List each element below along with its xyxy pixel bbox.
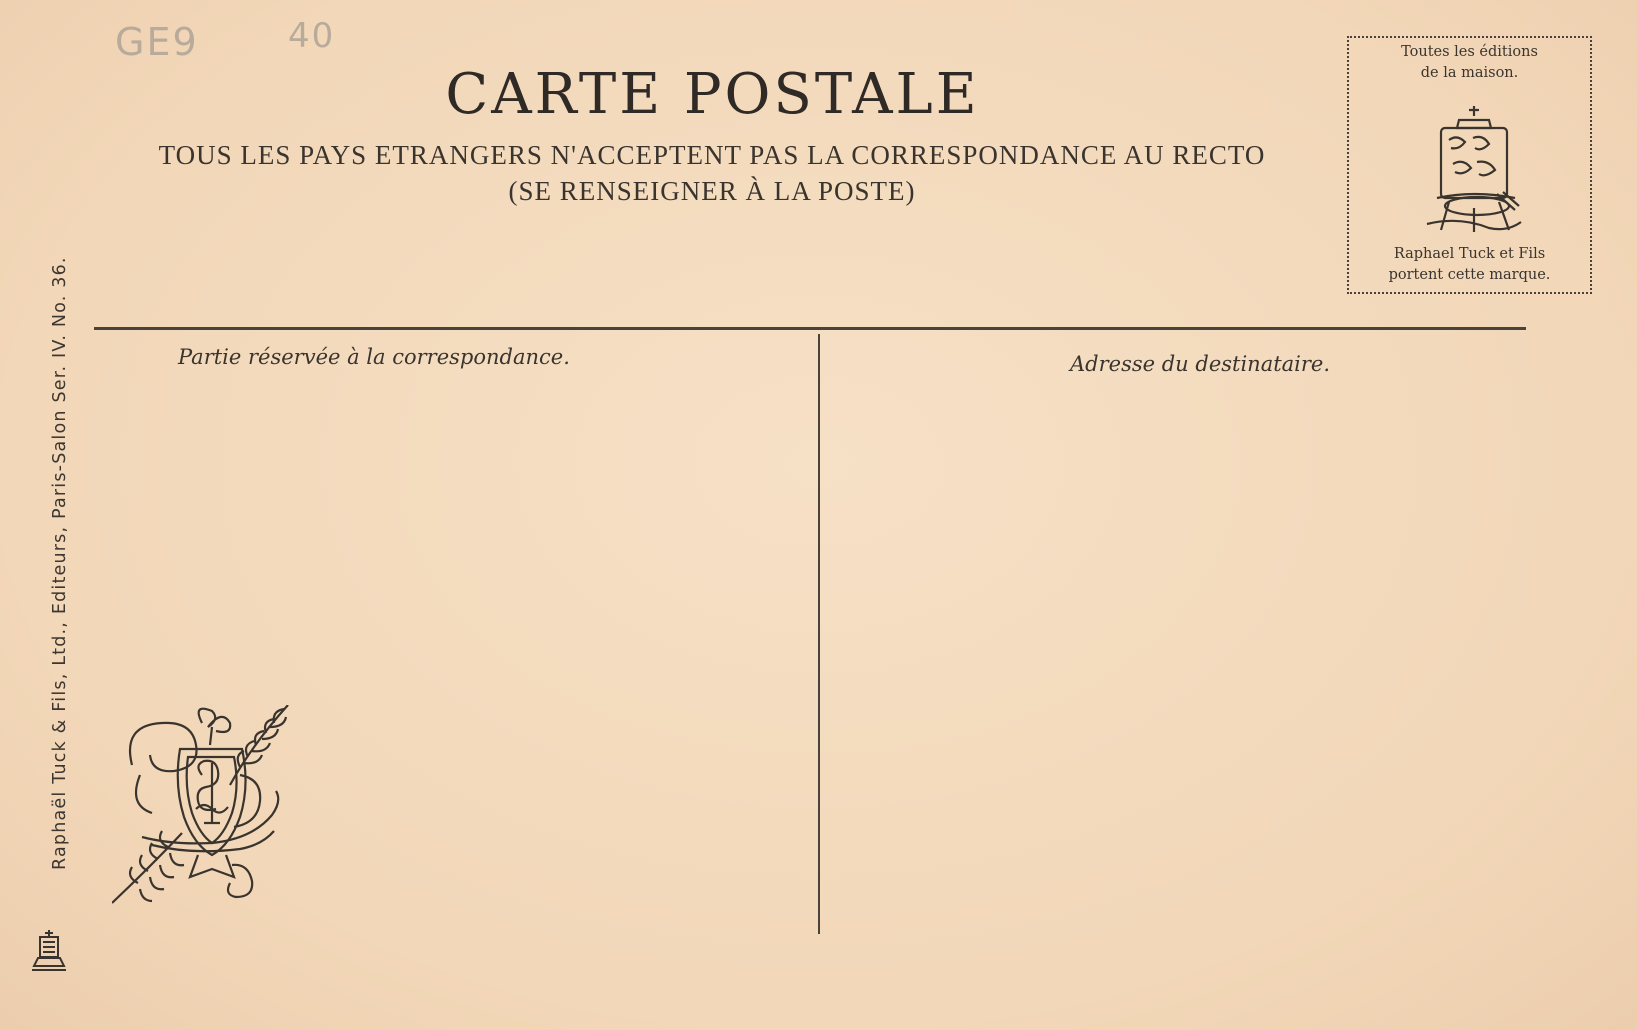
notice-subtext: (SE RENSEIGNER À LA POSTE) bbox=[508, 176, 916, 206]
stamp-top-line: de la maison. bbox=[1420, 65, 1519, 81]
address-label: Adresse du destinataire. bbox=[1070, 352, 1331, 376]
stamp-box-top-text bbox=[1349, 42, 1590, 84]
correspondence-label: Partie réservée à la correspondance. bbox=[178, 345, 570, 369]
pencil-note: GE9 bbox=[115, 20, 199, 64]
stamp-top-line: Toutes les éditions bbox=[1401, 44, 1538, 60]
center-divider bbox=[818, 334, 820, 934]
easel-palette-trademark-icon bbox=[1419, 98, 1529, 238]
card-title: CARTE POSTALE bbox=[445, 62, 980, 127]
header-divider bbox=[94, 327, 1526, 330]
laurel-monogram-icon bbox=[112, 705, 312, 925]
pencil-note: 40 bbox=[288, 16, 336, 56]
notice-text: TOUS LES PAYS ETRANGERS N'ACCEPTENT PAS LA CORRESPONDANCE AU RECTO bbox=[158, 140, 1266, 170]
stamp-bottom-line: portent cette marque. bbox=[1388, 267, 1551, 283]
stamp-box-bottom-text bbox=[1349, 244, 1590, 286]
stamp-box bbox=[1347, 36, 1592, 294]
publisher-easel-icon bbox=[30, 928, 68, 973]
stamp-bottom-line: Raphael Tuck et Fils bbox=[1393, 246, 1546, 262]
publisher-line: Raphaël Tuck & Fils, Ltd., Editeurs, Paris-Salon Ser. IV. No. 36. bbox=[50, 256, 70, 870]
